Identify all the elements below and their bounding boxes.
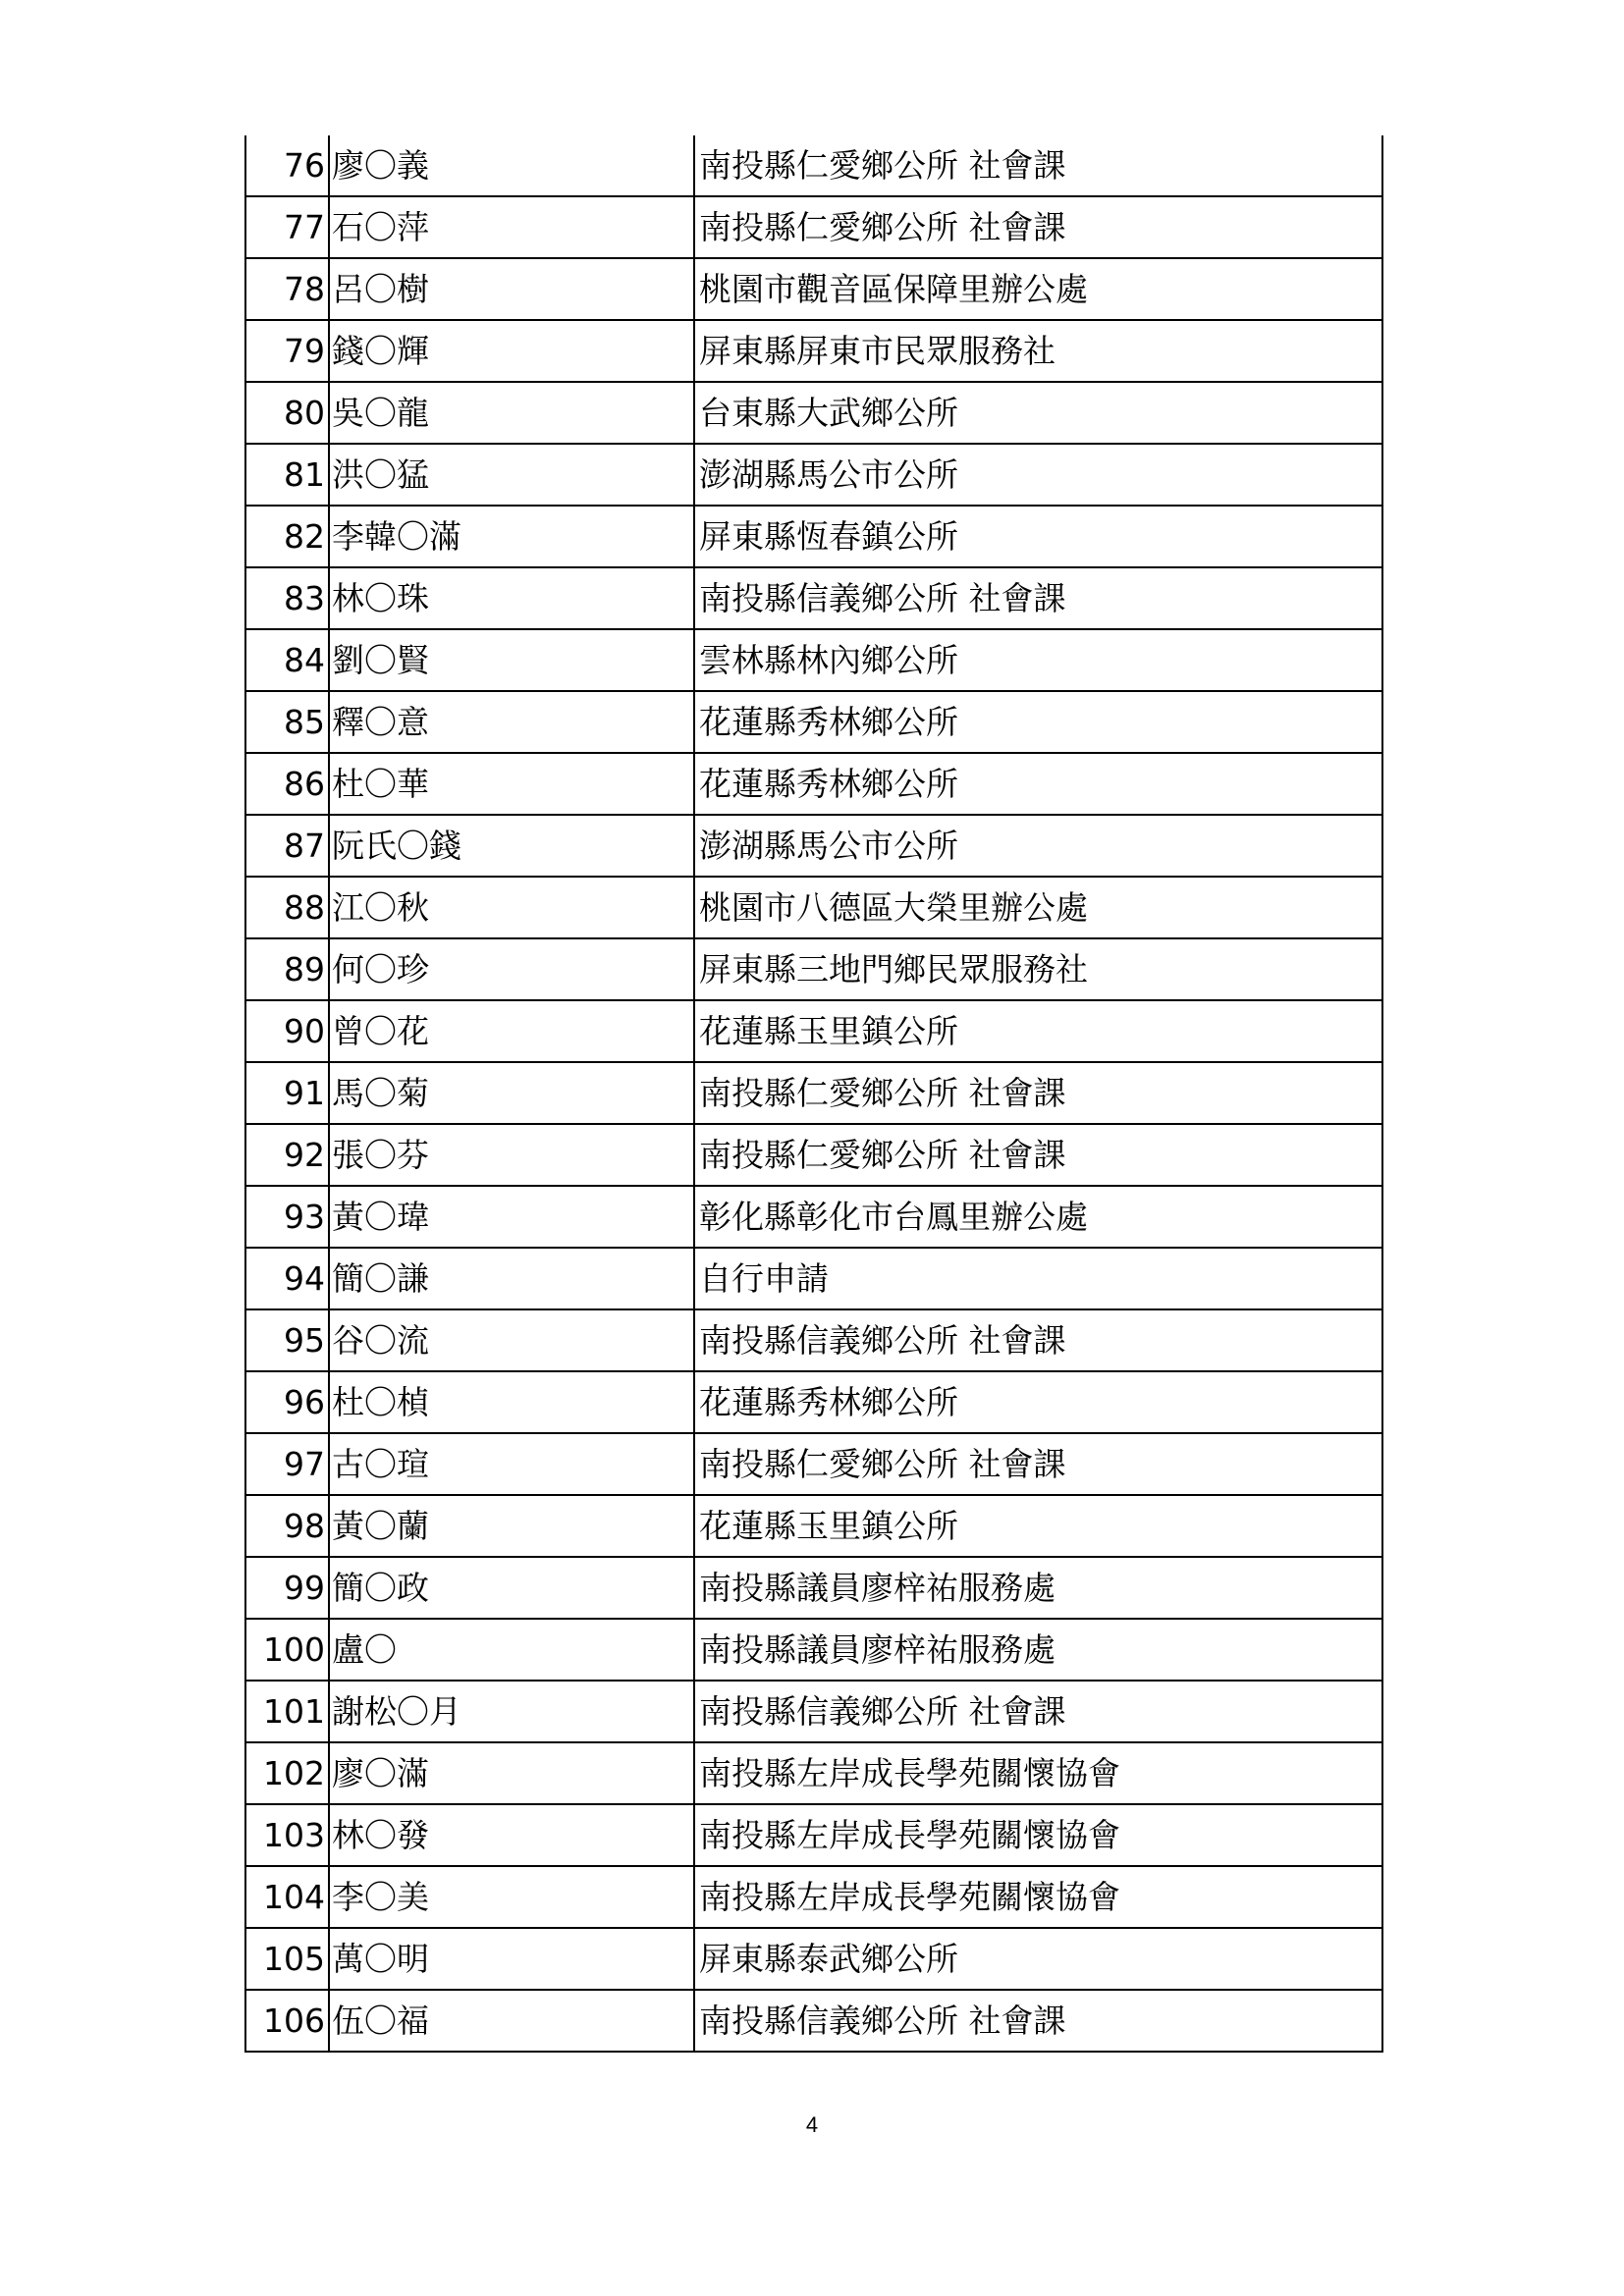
referring-unit: 南投縣仁愛鄉公所 社會課 — [694, 135, 1382, 196]
person-name: 何〇珍 — [329, 938, 694, 1000]
table-row — [245, 1990, 1382, 2052]
table-row — [245, 877, 1382, 938]
person-name: 林〇珠 — [329, 567, 694, 629]
row-number: 92 — [245, 1124, 329, 1186]
person-name: 林〇發 — [329, 1804, 694, 1866]
table-row — [245, 753, 1382, 815]
row-number: 86 — [245, 753, 329, 815]
person-name: 吳〇龍 — [329, 382, 694, 444]
person-name: 伍〇福 — [329, 1990, 694, 2052]
person-name: 簡〇謙 — [329, 1248, 694, 1309]
person-name: 廖〇義 — [329, 135, 694, 196]
row-number: 100 — [245, 1619, 329, 1681]
referring-unit: 花蓮縣秀林鄉公所 — [694, 1371, 1382, 1433]
person-name: 劉〇賢 — [329, 629, 694, 691]
table-row — [245, 1433, 1382, 1495]
person-name: 萬〇明 — [329, 1928, 694, 1990]
table-row — [245, 1248, 1382, 1309]
referring-unit: 屏東縣恆春鎮公所 — [694, 506, 1382, 567]
person-name: 釋〇意 — [329, 691, 694, 753]
referring-unit: 南投縣仁愛鄉公所 社會課 — [694, 196, 1382, 258]
person-name: 黃〇蘭 — [329, 1495, 694, 1557]
row-number: 77 — [245, 196, 329, 258]
referring-unit: 自行申請 — [694, 1248, 1382, 1309]
table-row — [245, 629, 1382, 691]
referring-unit: 花蓮縣秀林鄉公所 — [694, 753, 1382, 815]
person-name: 古〇瑄 — [329, 1433, 694, 1495]
row-number: 102 — [245, 1742, 329, 1804]
referring-unit: 花蓮縣玉里鎮公所 — [694, 1000, 1382, 1062]
roster-table-body — [245, 135, 1382, 2052]
table-row — [245, 1866, 1382, 1928]
table-row — [245, 320, 1382, 382]
person-name: 張〇芬 — [329, 1124, 694, 1186]
referring-unit: 台東縣大武鄉公所 — [694, 382, 1382, 444]
table-row — [245, 1371, 1382, 1433]
table-row — [245, 1804, 1382, 1866]
person-name: 謝松〇月 — [329, 1681, 694, 1742]
row-number: 88 — [245, 877, 329, 938]
row-number: 94 — [245, 1248, 329, 1309]
row-number: 101 — [245, 1681, 329, 1742]
referring-unit: 澎湖縣馬公市公所 — [694, 815, 1382, 877]
referring-unit: 南投縣左岸成長學苑關懷協會 — [694, 1866, 1382, 1928]
person-name: 阮氏〇錢 — [329, 815, 694, 877]
table-row — [245, 1124, 1382, 1186]
table-row — [245, 258, 1382, 320]
row-number: 83 — [245, 567, 329, 629]
row-number: 106 — [245, 1990, 329, 2052]
table-row — [245, 567, 1382, 629]
table-row — [245, 815, 1382, 877]
person-name: 簡〇政 — [329, 1557, 694, 1619]
person-name: 谷〇流 — [329, 1309, 694, 1371]
table-row — [245, 1495, 1382, 1557]
row-number: 78 — [245, 258, 329, 320]
person-name: 洪〇猛 — [329, 444, 694, 506]
row-number: 90 — [245, 1000, 329, 1062]
referring-unit: 南投縣仁愛鄉公所 社會課 — [694, 1433, 1382, 1495]
table-row — [245, 938, 1382, 1000]
person-name: 杜〇楨 — [329, 1371, 694, 1433]
table-row — [245, 1000, 1382, 1062]
referring-unit: 雲林縣林內鄉公所 — [694, 629, 1382, 691]
referring-unit: 花蓮縣秀林鄉公所 — [694, 691, 1382, 753]
row-number: 87 — [245, 815, 329, 877]
row-number: 81 — [245, 444, 329, 506]
referring-unit: 屏東縣泰武鄉公所 — [694, 1928, 1382, 1990]
table-row — [245, 506, 1382, 567]
referring-unit: 南投縣信義鄉公所 社會課 — [694, 1990, 1382, 2052]
referring-unit: 彰化縣彰化市台鳳里辦公處 — [694, 1186, 1382, 1248]
table-row — [245, 135, 1382, 196]
person-name: 廖〇滿 — [329, 1742, 694, 1804]
person-name: 呂〇樹 — [329, 258, 694, 320]
table-row — [245, 1186, 1382, 1248]
roster-table — [244, 135, 1383, 2053]
referring-unit: 南投縣信義鄉公所 社會課 — [694, 567, 1382, 629]
table-row — [245, 382, 1382, 444]
table-row — [245, 1742, 1382, 1804]
referring-unit: 南投縣左岸成長學苑關懷協會 — [694, 1742, 1382, 1804]
table-row — [245, 1619, 1382, 1681]
person-name: 黃〇瑋 — [329, 1186, 694, 1248]
referring-unit: 南投縣信義鄉公所 社會課 — [694, 1309, 1382, 1371]
referring-unit: 南投縣仁愛鄉公所 社會課 — [694, 1124, 1382, 1186]
table-row — [245, 1928, 1382, 1990]
referring-unit: 花蓮縣玉里鎮公所 — [694, 1495, 1382, 1557]
row-number: 104 — [245, 1866, 329, 1928]
row-number: 99 — [245, 1557, 329, 1619]
row-number: 79 — [245, 320, 329, 382]
row-number: 98 — [245, 1495, 329, 1557]
row-number: 85 — [245, 691, 329, 753]
person-name: 李韓〇滿 — [329, 506, 694, 567]
referring-unit: 屏東縣屏東市民眾服務社 — [694, 320, 1382, 382]
row-number: 93 — [245, 1186, 329, 1248]
table-row — [245, 1309, 1382, 1371]
referring-unit: 桃園市觀音區保障里辦公處 — [694, 258, 1382, 320]
page-number: 4 — [805, 2112, 819, 2137]
person-name: 馬〇菊 — [329, 1062, 694, 1124]
person-name: 石〇萍 — [329, 196, 694, 258]
table-row — [245, 196, 1382, 258]
row-number: 76 — [245, 135, 329, 196]
row-number: 96 — [245, 1371, 329, 1433]
referring-unit: 屏東縣三地門鄉民眾服務社 — [694, 938, 1382, 1000]
referring-unit: 南投縣信義鄉公所 社會課 — [694, 1681, 1382, 1742]
referring-unit: 澎湖縣馬公市公所 — [694, 444, 1382, 506]
row-number: 80 — [245, 382, 329, 444]
row-number: 84 — [245, 629, 329, 691]
person-name: 曾〇花 — [329, 1000, 694, 1062]
row-number: 82 — [245, 506, 329, 567]
table-row — [245, 1062, 1382, 1124]
table-row — [245, 1681, 1382, 1742]
row-number: 91 — [245, 1062, 329, 1124]
person-name: 李〇美 — [329, 1866, 694, 1928]
table-row — [245, 444, 1382, 506]
row-number: 97 — [245, 1433, 329, 1495]
table-row — [245, 691, 1382, 753]
referring-unit: 南投縣議員廖梓祐服務處 — [694, 1619, 1382, 1681]
row-number: 89 — [245, 938, 329, 1000]
row-number: 103 — [245, 1804, 329, 1866]
person-name: 錢〇輝 — [329, 320, 694, 382]
referring-unit: 南投縣仁愛鄉公所 社會課 — [694, 1062, 1382, 1124]
referring-unit: 南投縣左岸成長學苑關懷協會 — [694, 1804, 1382, 1866]
table-row — [245, 1557, 1382, 1619]
person-name: 江〇秋 — [329, 877, 694, 938]
person-name: 杜〇華 — [329, 753, 694, 815]
referring-unit: 桃園市八德區大榮里辦公處 — [694, 877, 1382, 938]
person-name: 盧〇 — [329, 1619, 694, 1681]
row-number: 95 — [245, 1309, 329, 1371]
row-number: 105 — [245, 1928, 329, 1990]
referring-unit: 南投縣議員廖梓祐服務處 — [694, 1557, 1382, 1619]
